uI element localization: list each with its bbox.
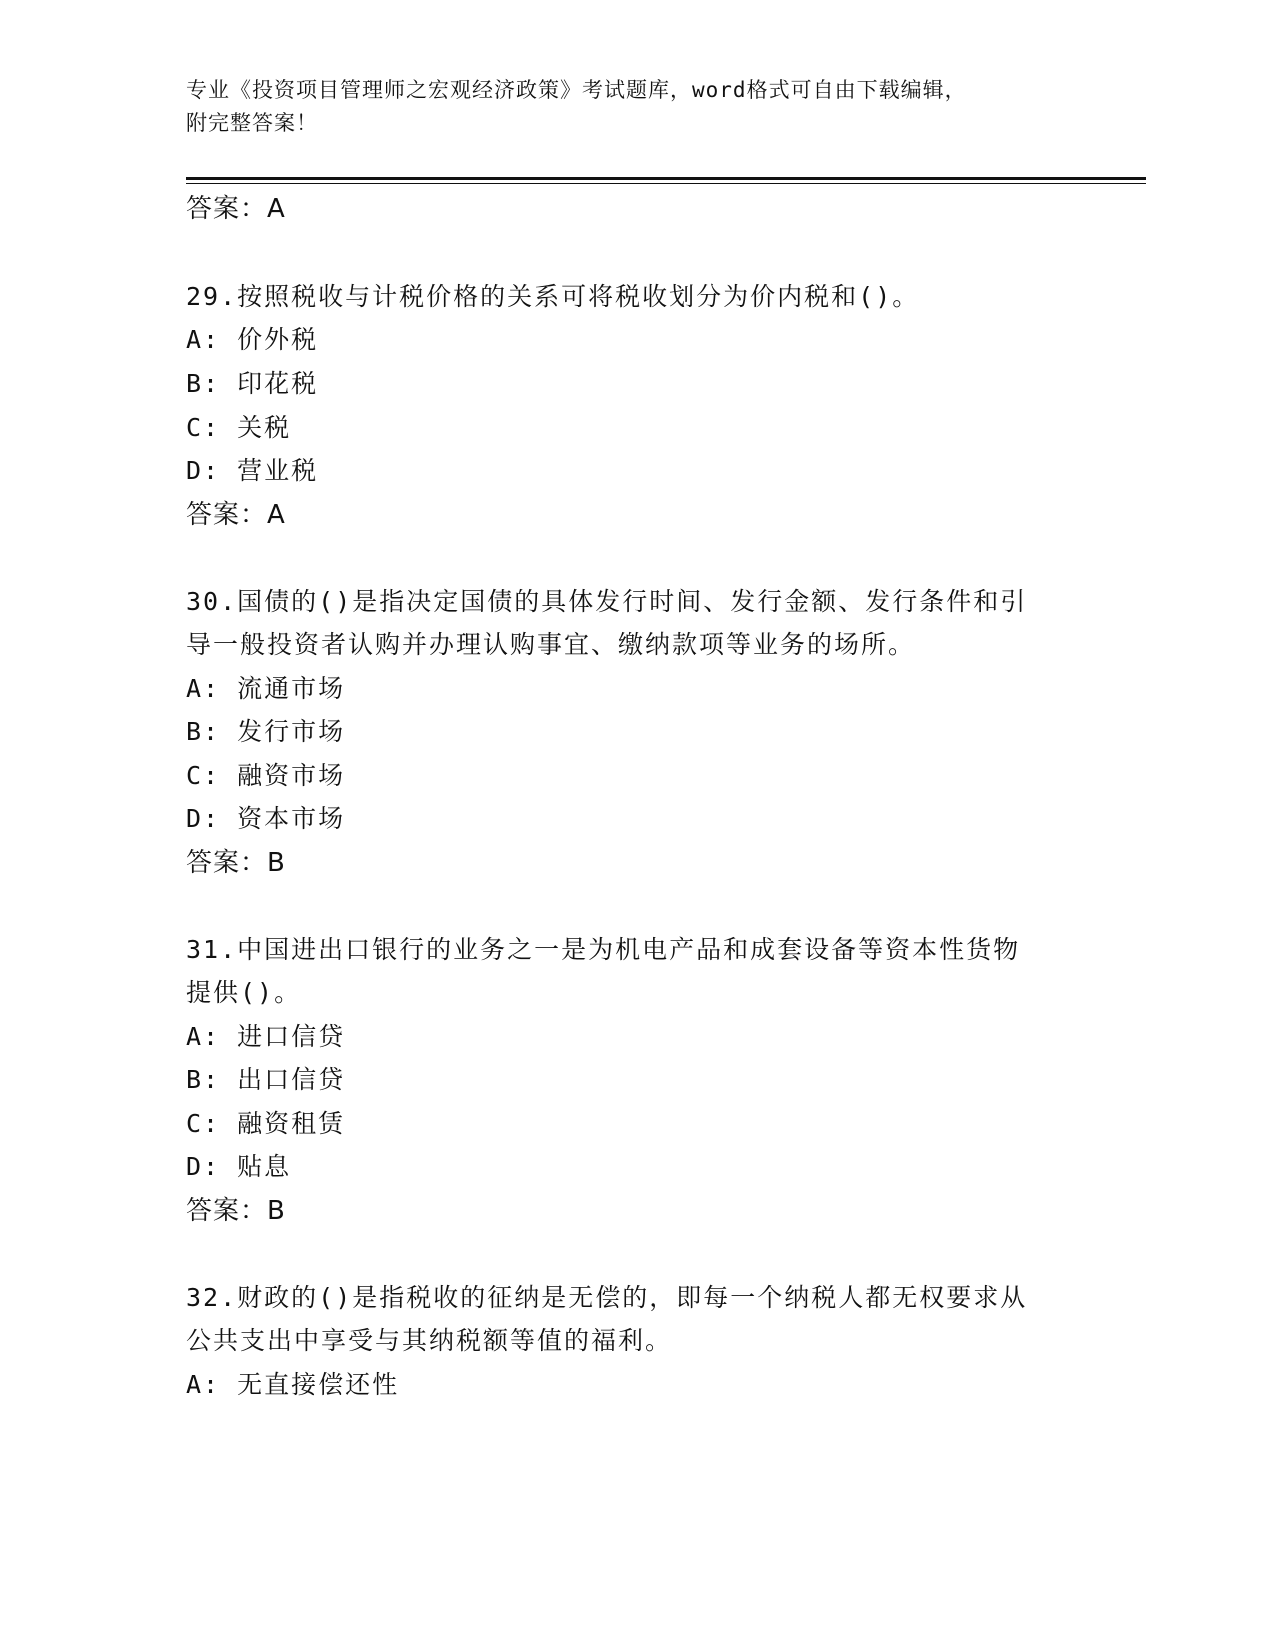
question-31-text-line-2: 提供()。 (186, 978, 302, 1007)
question-31-option-b: B: 出口信贷 (186, 1065, 346, 1094)
previous-answer: 答案：A (186, 194, 286, 224)
question-31-answer: 答案：B (186, 1196, 286, 1226)
question-32-text-line-1: 32.财政的()是指税收的征纳是无偿的，即每一个纳税人都无权要求从 (186, 1283, 1028, 1312)
question-29-answer: 答案：A (186, 500, 286, 530)
header-divider-thin (186, 183, 1146, 184)
question-29-option-a: A: 价外税 (186, 325, 319, 354)
question-29-option-b: B: 印花税 (186, 369, 319, 398)
question-29-option-d: D: 营业税 (186, 456, 319, 485)
header-line-1: 专业《投资项目管理师之宏观经济政策》考试题库，word格式可自由下载编辑， (186, 78, 967, 102)
question-32-option-a: A: 无直接偿还性 (186, 1370, 400, 1399)
question-29-text: 29.按照税收与计税价格的关系可将税收划分为价内税和()。 (186, 282, 920, 311)
question-30-option-c: C: 融资市场 (186, 761, 346, 790)
question-32-text-line-2: 公共支出中享受与其纳税额等值的福利。 (186, 1326, 673, 1355)
header-line-2: 附完整答案！ (186, 111, 318, 135)
question-30-option-b: B: 发行市场 (186, 717, 346, 746)
question-31-text-line-1: 31.中国进出口银行的业务之一是为机电产品和成套设备等资本性货物 (186, 935, 1021, 964)
document-header (186, 74, 1066, 140)
question-30-option-d: D: 资本市场 (186, 804, 346, 833)
question-31-option-c: C: 融资租赁 (186, 1109, 346, 1138)
header-divider-thick (186, 177, 1146, 180)
question-30-text-line-1: 30.国债的()是指决定国债的具体发行时间、发行金额、发行条件和引 (186, 587, 1028, 616)
question-30-text-line-2: 导一般投资者认购并办理认购事宜、缴纳款项等业务的场所。 (186, 630, 916, 659)
question-31-option-d: D: 贴息 (186, 1152, 292, 1181)
question-30-answer: 答案：B (186, 848, 286, 878)
question-31-option-a: A: 进口信贷 (186, 1022, 346, 1051)
question-30-option-a: A: 流通市场 (186, 674, 346, 703)
question-29-option-c: C: 关税 (186, 413, 292, 442)
